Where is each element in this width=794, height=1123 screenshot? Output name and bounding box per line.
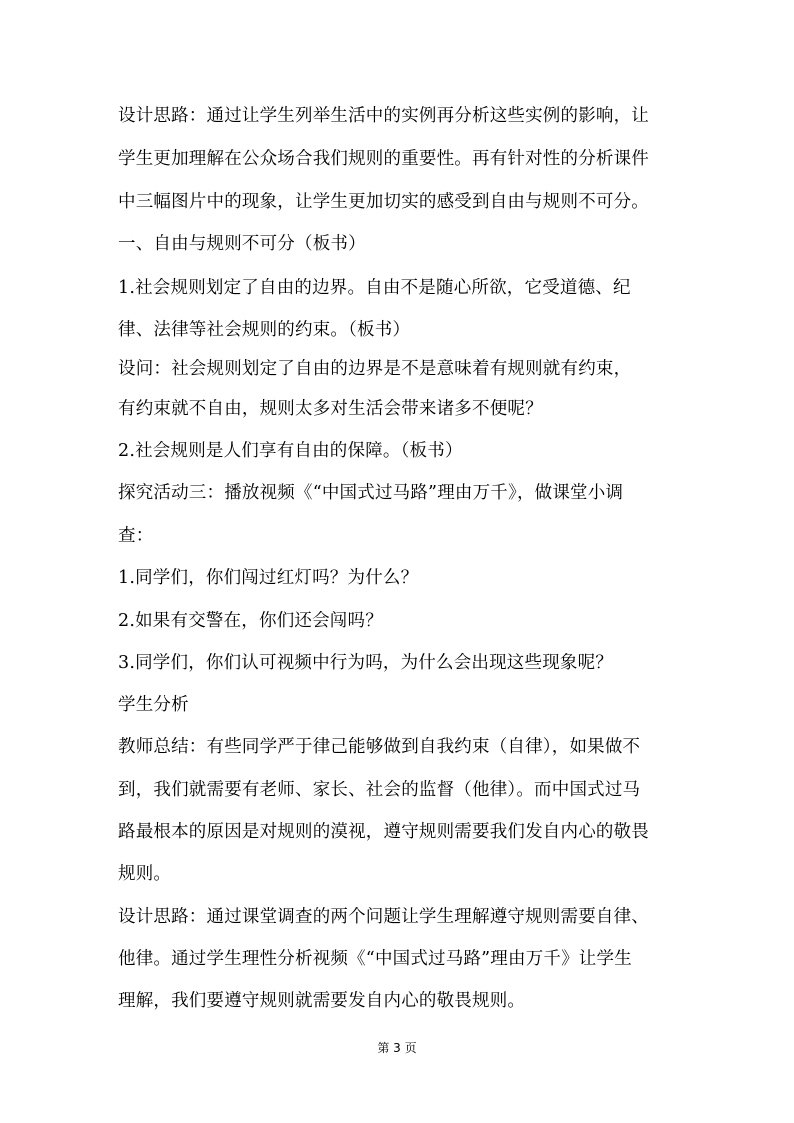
- paragraph-line: 到，我们就需要有老师、家长、社会的监督（他律）。而中国式过马: [118, 780, 641, 800]
- paragraph-line: 设计思路：通过让学生列举生活中的实例再分析这些实例的影响，让: [118, 106, 649, 126]
- paragraph-line: 设计思路：通过课堂调查的两个问题让学生理解遵守规则需要自律、: [118, 907, 649, 927]
- paragraph-line: 查：: [118, 526, 154, 546]
- paragraph-line: 有约束就不自由，规则太多对生活会带来诸多不便呢？: [118, 399, 543, 419]
- page-number: 第 3 页: [377, 1041, 417, 1055]
- paragraph-line: 探究活动三：播放视频《“中国式过马路”理由万千》，做课堂小调: [118, 483, 624, 503]
- list-item: 1.同学们，你们闯过红灯吗？为什么？: [118, 568, 419, 588]
- paragraph-line: 理解，我们要遵守规则就需要发自内心的敬畏规则。: [118, 991, 526, 1011]
- list-item: 2.如果有交警在，你们还会闯吗？: [118, 611, 383, 631]
- paragraph-line: 学生分析: [118, 695, 189, 715]
- section-heading: 一、自由与规则不可分（板书）: [118, 234, 366, 254]
- paragraph-line: 教师总结：有些同学严于律己能够做到自我约束（自律），如果做不: [118, 737, 641, 757]
- paragraph-line: 他律。通过学生理性分析视频《“中国式过马路”理由万千》让学生: [118, 949, 632, 969]
- paragraph-line: 设问：社会规则划定了自由的边界是不是意味着有规则就有约束，: [118, 359, 632, 379]
- paragraph-line: 学生更加理解在公众场合我们规则的重要性。再有针对性的分析课件: [118, 149, 649, 169]
- paragraph-line: 2.社会规则是人们享有自由的保障。（板书）: [118, 441, 463, 461]
- paragraph-line: 中三幅图片中的现象，让学生更加切实的感受到自由与规则不可分。: [118, 192, 649, 212]
- paragraph-line: 规则。: [118, 864, 172, 884]
- paragraph-line: 路最根本的原因是对规则的漠视，遵守规则需要我们发自内心的敬畏: [118, 822, 649, 842]
- list-item: 3.同学们，你们认可视频中行为吗，为什么会出现这些现象呢？: [118, 653, 613, 673]
- paragraph-line: 1.社会规则划定了自由的边界。自由不是随心所欲，它受道德、纪: [118, 278, 631, 298]
- paragraph-line: 律、法律等社会规则的约束。（板书）: [118, 320, 411, 340]
